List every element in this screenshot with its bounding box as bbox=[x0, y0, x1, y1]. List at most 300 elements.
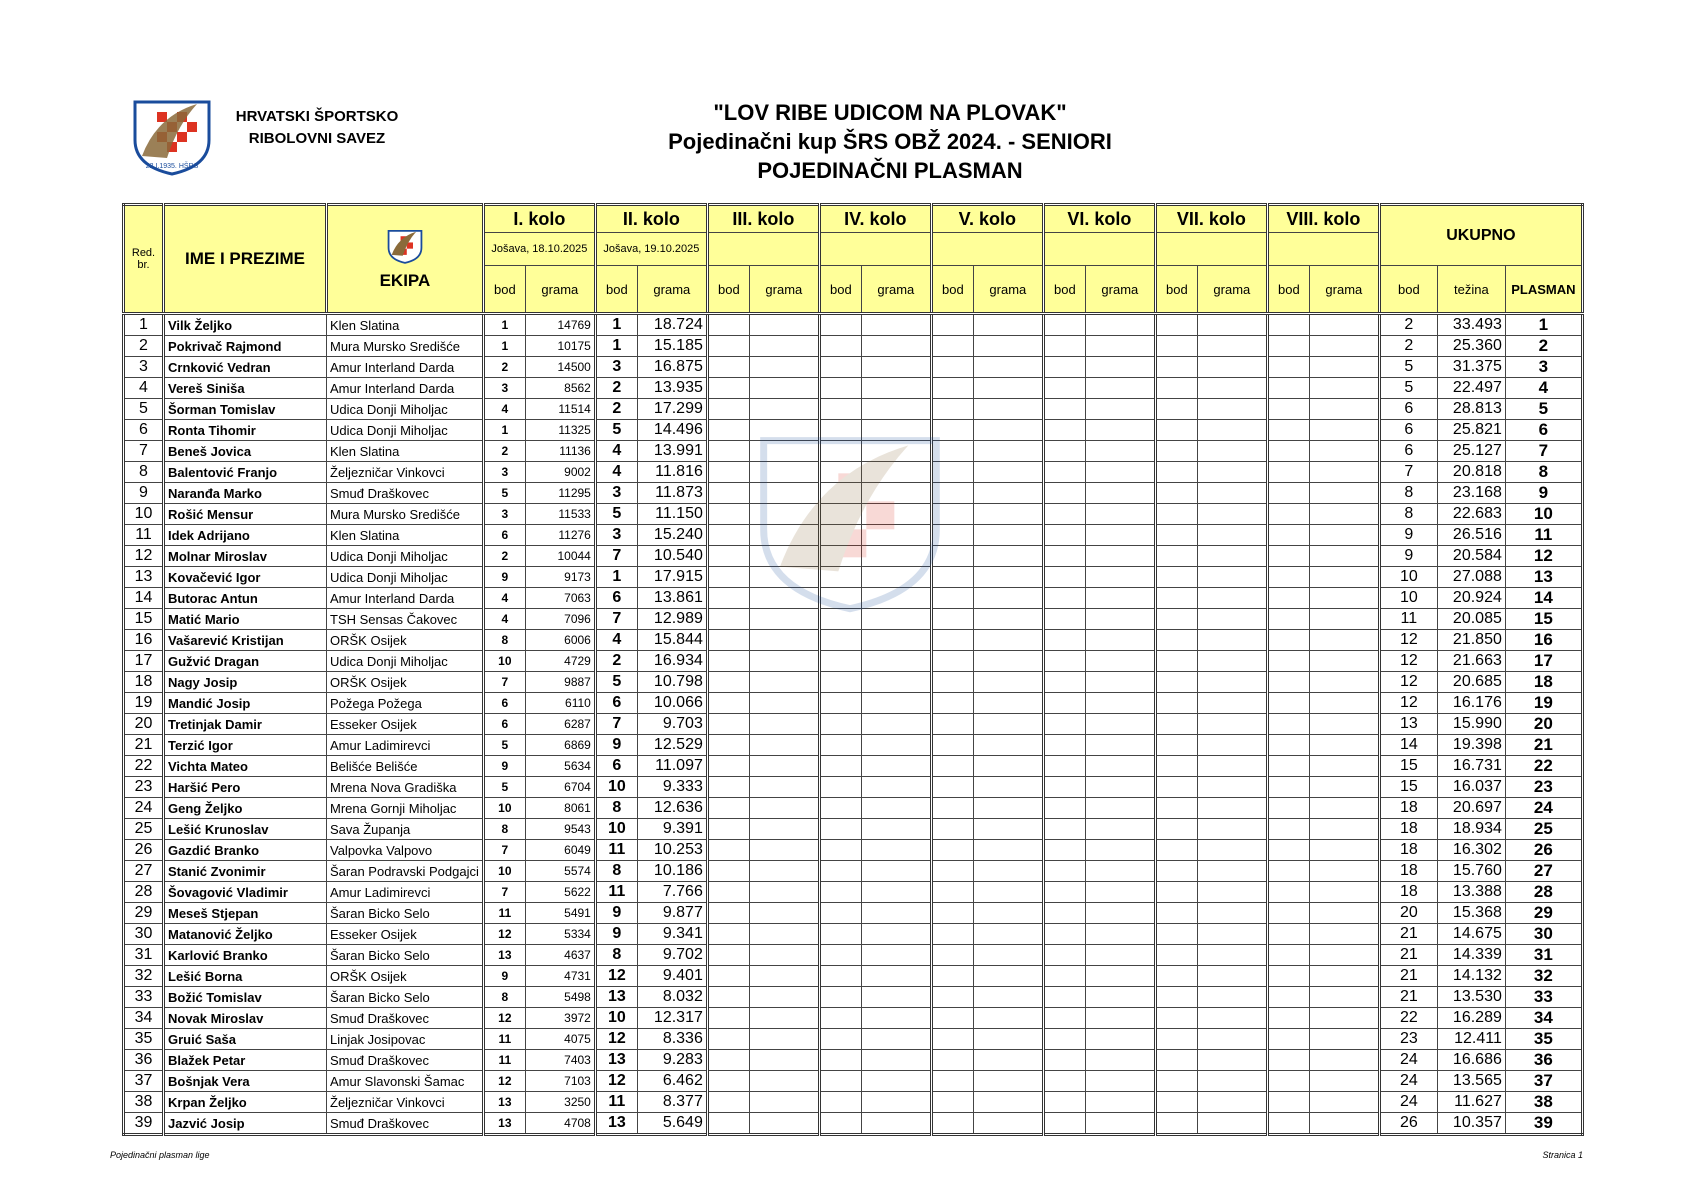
cell-empty bbox=[1043, 462, 1085, 483]
header-row bbox=[124, 205, 1583, 233]
cell-empty bbox=[973, 882, 1043, 903]
cell-name: Šovagović Vladimir bbox=[164, 882, 327, 903]
cell-empty bbox=[1043, 987, 1085, 1008]
cell-empty bbox=[749, 441, 819, 462]
cell-empty bbox=[707, 714, 749, 735]
cell-empty bbox=[1085, 314, 1155, 336]
cell-team: Željezničar Vinkovci bbox=[327, 1092, 484, 1113]
cell-empty bbox=[749, 924, 819, 945]
cell-red-br: 7 bbox=[124, 441, 164, 462]
table-row bbox=[124, 525, 1583, 546]
cell-r1-grama: 5574 bbox=[525, 861, 595, 882]
cell-plasman: 21 bbox=[1505, 735, 1582, 756]
cell-empty bbox=[973, 861, 1043, 882]
cell-plasman: 7 bbox=[1505, 441, 1582, 462]
cell-empty bbox=[1043, 525, 1085, 546]
cell-r1-bod: 6 bbox=[483, 693, 525, 714]
cell-r2-bod: 13 bbox=[595, 987, 637, 1008]
cell-r2-bod: 13 bbox=[595, 1050, 637, 1071]
cell-empty bbox=[1155, 672, 1197, 693]
cell-plasman: 35 bbox=[1505, 1029, 1582, 1050]
cell-plasman: 8 bbox=[1505, 462, 1582, 483]
cell-team: Udica Donji Miholjac bbox=[327, 420, 484, 441]
cell-empty bbox=[1309, 609, 1379, 630]
cell-empty bbox=[1043, 840, 1085, 861]
cell-empty bbox=[1267, 525, 1309, 546]
cell-empty bbox=[707, 567, 749, 588]
cell-total-bod: 18 bbox=[1379, 819, 1437, 840]
cell-r1-bod: 3 bbox=[483, 378, 525, 399]
cell-r2-bod: 6 bbox=[595, 588, 637, 609]
cell-empty bbox=[1085, 567, 1155, 588]
cell-empty bbox=[819, 987, 861, 1008]
cell-empty bbox=[931, 672, 973, 693]
cell-name: Vašarević Kristijan bbox=[164, 630, 327, 651]
cell-r1-bod: 1 bbox=[483, 420, 525, 441]
cell-r1-grama: 11514 bbox=[525, 399, 595, 420]
cell-empty bbox=[931, 336, 973, 357]
cell-red-br: 5 bbox=[124, 399, 164, 420]
cell-r2-bod: 5 bbox=[595, 672, 637, 693]
cell-r1-grama: 7063 bbox=[525, 588, 595, 609]
table-row bbox=[124, 462, 1583, 483]
round-header: I. kolo bbox=[483, 205, 595, 233]
cell-empty bbox=[707, 1029, 749, 1050]
cell-total-tezina: 15.760 bbox=[1437, 861, 1505, 882]
cell-empty bbox=[707, 504, 749, 525]
col-header-red-br: Red. br. bbox=[124, 205, 164, 314]
cell-empty bbox=[1155, 714, 1197, 735]
cell-empty bbox=[861, 314, 931, 336]
cell-empty bbox=[1155, 861, 1197, 882]
cell-total-bod: 21 bbox=[1379, 924, 1437, 945]
cell-empty bbox=[861, 924, 931, 945]
cell-empty bbox=[973, 1029, 1043, 1050]
cell-r1-grama: 11325 bbox=[525, 420, 595, 441]
cell-team: Linjak Josipovac bbox=[327, 1029, 484, 1050]
table-row bbox=[124, 903, 1583, 924]
cell-empty bbox=[1085, 903, 1155, 924]
cell-empty bbox=[749, 1071, 819, 1092]
cell-empty bbox=[707, 1050, 749, 1071]
cell-empty bbox=[819, 336, 861, 357]
cell-team: Amur Interland Darda bbox=[327, 378, 484, 399]
table-row bbox=[124, 1008, 1583, 1029]
cell-empty bbox=[973, 1071, 1043, 1092]
cell-red-br: 36 bbox=[124, 1050, 164, 1071]
cell-r2-bod: 6 bbox=[595, 756, 637, 777]
cell-empty bbox=[1309, 966, 1379, 987]
cell-empty bbox=[973, 630, 1043, 651]
cell-empty bbox=[861, 567, 931, 588]
cell-r1-grama: 7403 bbox=[525, 1050, 595, 1071]
cell-total-bod: 6 bbox=[1379, 420, 1437, 441]
cell-r2-bod: 10 bbox=[595, 1008, 637, 1029]
cell-empty bbox=[1267, 777, 1309, 798]
cell-red-br: 30 bbox=[124, 924, 164, 945]
cell-red-br: 29 bbox=[124, 903, 164, 924]
cell-team: TSH Sensas Čakovec bbox=[327, 609, 484, 630]
cell-team: Klen Slatina bbox=[327, 525, 484, 546]
round-date bbox=[1267, 233, 1379, 266]
cell-empty bbox=[861, 336, 931, 357]
cell-empty bbox=[1309, 420, 1379, 441]
cell-total-tezina: 25.127 bbox=[1437, 441, 1505, 462]
cell-team: Šaran Podravski Podgajci bbox=[327, 861, 484, 882]
cell-empty bbox=[1043, 546, 1085, 567]
cell-empty bbox=[861, 588, 931, 609]
cell-empty bbox=[1043, 504, 1085, 525]
cell-empty bbox=[1043, 588, 1085, 609]
cell-empty bbox=[1267, 336, 1309, 357]
cell-empty bbox=[1043, 966, 1085, 987]
cell-empty bbox=[1197, 672, 1267, 693]
cell-r2-bod: 5 bbox=[595, 504, 637, 525]
cell-empty bbox=[749, 399, 819, 420]
cell-empty bbox=[1267, 462, 1309, 483]
cell-empty bbox=[1085, 714, 1155, 735]
cell-empty bbox=[1309, 546, 1379, 567]
cell-empty bbox=[973, 966, 1043, 987]
cell-empty bbox=[931, 987, 973, 1008]
cell-r1-grama: 9887 bbox=[525, 672, 595, 693]
cell-empty bbox=[707, 609, 749, 630]
cell-empty bbox=[1309, 336, 1379, 357]
cell-empty bbox=[1085, 756, 1155, 777]
table-row bbox=[124, 882, 1583, 903]
cell-total-tezina: 21.850 bbox=[1437, 630, 1505, 651]
cell-r2-grama: 18.724 bbox=[637, 314, 707, 336]
col-header-grama: grama bbox=[1309, 266, 1379, 314]
cell-name: Idek Adrijano bbox=[164, 525, 327, 546]
col-header-bod: bod bbox=[483, 266, 525, 314]
cell-total-tezina: 15.368 bbox=[1437, 903, 1505, 924]
col-header-bod: bod bbox=[819, 266, 861, 314]
cell-total-bod: 21 bbox=[1379, 966, 1437, 987]
cell-r1-grama: 8061 bbox=[525, 798, 595, 819]
cell-empty bbox=[861, 945, 931, 966]
cell-r1-bod: 7 bbox=[483, 672, 525, 693]
cell-empty bbox=[819, 378, 861, 399]
cell-empty bbox=[973, 987, 1043, 1008]
cell-empty bbox=[1085, 945, 1155, 966]
cell-total-tezina: 20.685 bbox=[1437, 672, 1505, 693]
cell-empty bbox=[1197, 357, 1267, 378]
cell-r1-grama: 5334 bbox=[525, 924, 595, 945]
cell-r2-bod: 11 bbox=[595, 1092, 637, 1113]
cell-r1-grama: 6287 bbox=[525, 714, 595, 735]
cell-total-tezina: 26.516 bbox=[1437, 525, 1505, 546]
cell-empty bbox=[1197, 609, 1267, 630]
cell-total-tezina: 22.497 bbox=[1437, 378, 1505, 399]
cell-total-tezina: 23.168 bbox=[1437, 483, 1505, 504]
cell-empty bbox=[1155, 735, 1197, 756]
table-row bbox=[124, 420, 1583, 441]
cell-empty bbox=[819, 735, 861, 756]
cell-empty bbox=[1309, 525, 1379, 546]
cell-empty bbox=[861, 672, 931, 693]
document-title bbox=[560, 98, 1220, 185]
cell-empty bbox=[749, 1008, 819, 1029]
cell-total-tezina: 16.289 bbox=[1437, 1008, 1505, 1029]
table-row bbox=[124, 399, 1583, 420]
cell-r1-bod: 8 bbox=[483, 987, 525, 1008]
col-header-bod: bod bbox=[707, 266, 749, 314]
cell-total-bod: 23 bbox=[1379, 1029, 1437, 1050]
cell-r1-bod: 8 bbox=[483, 630, 525, 651]
cell-empty bbox=[1267, 756, 1309, 777]
cell-empty bbox=[1155, 693, 1197, 714]
cell-empty bbox=[1267, 966, 1309, 987]
cell-empty bbox=[1155, 420, 1197, 441]
cell-empty bbox=[749, 546, 819, 567]
cell-total-tezina: 14.132 bbox=[1437, 966, 1505, 987]
cell-empty bbox=[931, 630, 973, 651]
table-row bbox=[124, 609, 1583, 630]
cell-total-tezina: 11.627 bbox=[1437, 1092, 1505, 1113]
cell-r2-bod: 1 bbox=[595, 314, 637, 336]
cell-empty bbox=[749, 819, 819, 840]
cell-r1-grama: 7103 bbox=[525, 1071, 595, 1092]
cell-total-tezina: 27.088 bbox=[1437, 567, 1505, 588]
cell-empty bbox=[1043, 777, 1085, 798]
cell-empty bbox=[1267, 357, 1309, 378]
cell-empty bbox=[749, 609, 819, 630]
cell-plasman: 33 bbox=[1505, 987, 1582, 1008]
cell-r1-bod: 3 bbox=[483, 462, 525, 483]
cell-red-br: 10 bbox=[124, 504, 164, 525]
cell-empty bbox=[1309, 1092, 1379, 1113]
cell-empty bbox=[1197, 819, 1267, 840]
cell-empty bbox=[1155, 924, 1197, 945]
cell-r2-grama: 9.703 bbox=[637, 714, 707, 735]
cell-r2-bod: 9 bbox=[595, 903, 637, 924]
cell-r2-grama: 12.529 bbox=[637, 735, 707, 756]
cell-empty bbox=[1155, 1113, 1197, 1135]
cell-total-bod: 15 bbox=[1379, 756, 1437, 777]
cell-empty bbox=[1043, 945, 1085, 966]
results-table bbox=[122, 203, 1584, 1136]
cell-r1-bod: 12 bbox=[483, 1071, 525, 1092]
cell-empty bbox=[1085, 609, 1155, 630]
cell-plasman: 30 bbox=[1505, 924, 1582, 945]
cell-red-br: 28 bbox=[124, 882, 164, 903]
cell-empty bbox=[707, 861, 749, 882]
cell-total-bod: 2 bbox=[1379, 336, 1437, 357]
cell-empty bbox=[1267, 882, 1309, 903]
cell-name: Jazvić Josip bbox=[164, 1113, 327, 1135]
cell-team: Udica Donji Miholjac bbox=[327, 546, 484, 567]
cell-empty bbox=[749, 840, 819, 861]
cell-empty bbox=[861, 903, 931, 924]
cell-r2-grama: 12.989 bbox=[637, 609, 707, 630]
cell-empty bbox=[1309, 504, 1379, 525]
cell-name: Pokrivač Rajmond bbox=[164, 336, 327, 357]
page-number: Stranica 1 bbox=[1542, 1150, 1583, 1160]
cell-r1-grama: 11295 bbox=[525, 483, 595, 504]
cell-empty bbox=[861, 441, 931, 462]
footer-left: Pojedinačni plasman lige bbox=[110, 1150, 210, 1160]
cell-name: Vilk Željko bbox=[164, 314, 327, 336]
cell-empty bbox=[931, 903, 973, 924]
cell-empty bbox=[819, 1092, 861, 1113]
cell-empty bbox=[1309, 777, 1379, 798]
cell-empty bbox=[1155, 945, 1197, 966]
cell-red-br: 26 bbox=[124, 840, 164, 861]
cell-empty bbox=[1155, 546, 1197, 567]
cell-empty bbox=[1043, 336, 1085, 357]
cell-red-br: 32 bbox=[124, 966, 164, 987]
cell-empty bbox=[1155, 651, 1197, 672]
cell-empty bbox=[749, 756, 819, 777]
cell-r1-bod: 4 bbox=[483, 588, 525, 609]
cell-r2-bod: 4 bbox=[595, 462, 637, 483]
cell-team: Mrena Nova Gradiška bbox=[327, 777, 484, 798]
cell-red-br: 21 bbox=[124, 735, 164, 756]
cell-empty bbox=[1267, 378, 1309, 399]
cell-empty bbox=[1197, 777, 1267, 798]
table-row bbox=[124, 777, 1583, 798]
cell-empty bbox=[931, 693, 973, 714]
cell-empty bbox=[1043, 924, 1085, 945]
cell-empty bbox=[1197, 987, 1267, 1008]
cell-empty bbox=[1085, 378, 1155, 399]
cell-r1-bod: 1 bbox=[483, 336, 525, 357]
cell-empty bbox=[1085, 924, 1155, 945]
cell-name: Meseš Stjepan bbox=[164, 903, 327, 924]
cell-empty bbox=[1043, 1092, 1085, 1113]
cell-empty bbox=[1155, 966, 1197, 987]
cell-r1-grama: 14500 bbox=[525, 357, 595, 378]
cell-empty bbox=[1309, 483, 1379, 504]
cell-empty bbox=[819, 777, 861, 798]
cell-team: Amur Interland Darda bbox=[327, 357, 484, 378]
cell-empty bbox=[973, 672, 1043, 693]
cell-empty bbox=[861, 525, 931, 546]
cell-r2-bod: 3 bbox=[595, 483, 637, 504]
cell-empty bbox=[1267, 819, 1309, 840]
cell-total-bod: 26 bbox=[1379, 1113, 1437, 1135]
cell-empty bbox=[1267, 840, 1309, 861]
cell-r2-bod: 12 bbox=[595, 966, 637, 987]
cell-r2-grama: 10.066 bbox=[637, 693, 707, 714]
title-line-2: Pojedinačni kup ŠRS OBŽ 2024. - SENIORI bbox=[668, 129, 1112, 154]
cell-empty bbox=[1309, 1071, 1379, 1092]
cell-empty bbox=[1085, 777, 1155, 798]
cell-empty bbox=[707, 882, 749, 903]
cell-empty bbox=[973, 314, 1043, 336]
cell-plasman: 19 bbox=[1505, 693, 1582, 714]
table-row bbox=[124, 819, 1583, 840]
cell-empty bbox=[1309, 441, 1379, 462]
cell-plasman: 6 bbox=[1505, 420, 1582, 441]
cell-team: Valpovka Valpovo bbox=[327, 840, 484, 861]
cell-empty bbox=[1043, 314, 1085, 336]
cell-r1-bod: 9 bbox=[483, 966, 525, 987]
cell-empty bbox=[1197, 735, 1267, 756]
cell-total-tezina: 20.584 bbox=[1437, 546, 1505, 567]
cell-empty bbox=[749, 630, 819, 651]
table-row bbox=[124, 588, 1583, 609]
cell-empty bbox=[749, 882, 819, 903]
cell-empty bbox=[1085, 966, 1155, 987]
cell-name: Lešić Borna bbox=[164, 966, 327, 987]
cell-red-br: 15 bbox=[124, 609, 164, 630]
cell-empty bbox=[931, 609, 973, 630]
cell-empty bbox=[1197, 693, 1267, 714]
cell-red-br: 27 bbox=[124, 861, 164, 882]
cell-empty bbox=[931, 483, 973, 504]
cell-empty bbox=[1197, 525, 1267, 546]
cell-empty bbox=[707, 966, 749, 987]
cell-empty bbox=[1085, 357, 1155, 378]
cell-empty bbox=[973, 924, 1043, 945]
cell-empty bbox=[1309, 903, 1379, 924]
cell-empty bbox=[707, 777, 749, 798]
cell-team: Esseker Osijek bbox=[327, 924, 484, 945]
cell-r1-grama: 4729 bbox=[525, 651, 595, 672]
cell-r1-bod: 4 bbox=[483, 399, 525, 420]
cell-empty bbox=[707, 945, 749, 966]
cell-r1-grama: 3972 bbox=[525, 1008, 595, 1029]
cell-r2-bod: 9 bbox=[595, 924, 637, 945]
cell-team: Udica Donji Miholjac bbox=[327, 399, 484, 420]
cell-total-tezina: 20.085 bbox=[1437, 609, 1505, 630]
cell-name: Matić Mario bbox=[164, 609, 327, 630]
cell-name: Krpan Željko bbox=[164, 1092, 327, 1113]
cell-empty bbox=[973, 777, 1043, 798]
cell-empty bbox=[861, 630, 931, 651]
cell-empty bbox=[1043, 1050, 1085, 1071]
cell-empty bbox=[1267, 567, 1309, 588]
cell-empty bbox=[931, 1092, 973, 1113]
col-header-team-label: EKIPA bbox=[379, 271, 431, 290]
cell-empty bbox=[1155, 1008, 1197, 1029]
cell-r1-bod: 2 bbox=[483, 357, 525, 378]
cell-empty bbox=[749, 1113, 819, 1135]
cell-empty bbox=[819, 1008, 861, 1029]
cell-empty bbox=[1309, 924, 1379, 945]
cell-empty bbox=[749, 672, 819, 693]
cell-empty bbox=[1043, 1113, 1085, 1135]
cell-empty bbox=[749, 314, 819, 336]
cell-empty bbox=[973, 903, 1043, 924]
cell-empty bbox=[1085, 1113, 1155, 1135]
cell-empty bbox=[1085, 630, 1155, 651]
cell-empty bbox=[973, 378, 1043, 399]
table-row bbox=[124, 945, 1583, 966]
col-header-grama: grama bbox=[861, 266, 931, 314]
col-header-tezina: težina bbox=[1437, 266, 1505, 314]
cell-empty bbox=[1267, 672, 1309, 693]
cell-empty bbox=[861, 1092, 931, 1113]
cell-empty bbox=[973, 567, 1043, 588]
cell-empty bbox=[931, 399, 973, 420]
cell-empty bbox=[1155, 504, 1197, 525]
cell-empty bbox=[819, 630, 861, 651]
cell-empty bbox=[931, 525, 973, 546]
cell-empty bbox=[1309, 1113, 1379, 1135]
cell-empty bbox=[1085, 462, 1155, 483]
cell-r1-bod: 9 bbox=[483, 567, 525, 588]
cell-empty bbox=[1085, 693, 1155, 714]
cell-red-br: 37 bbox=[124, 1071, 164, 1092]
col-header-total-bod: bod bbox=[1379, 266, 1437, 314]
cell-empty bbox=[931, 1050, 973, 1071]
round-date bbox=[1155, 233, 1267, 266]
cell-plasman: 31 bbox=[1505, 945, 1582, 966]
cell-empty bbox=[1085, 1029, 1155, 1050]
